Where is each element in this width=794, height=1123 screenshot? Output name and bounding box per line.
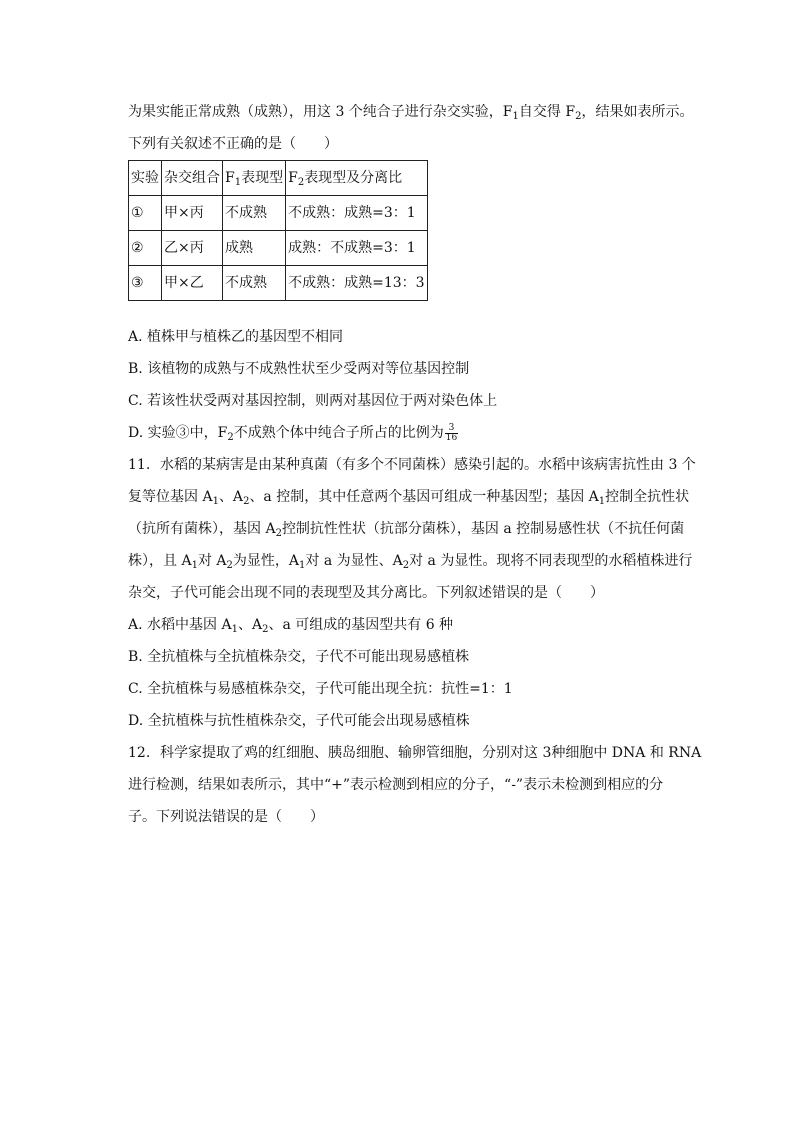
experiment-table	[128, 160, 428, 301]
q11-line-5: 杂交，子代可能会出现不同的表现型及其分离比。下列叙述错误的是（ ）	[128, 585, 604, 601]
question-number: 11.	[128, 457, 151, 473]
spacer	[128, 301, 708, 321]
q12-line-3: 子。下列说法错误的是（ ）	[128, 809, 324, 825]
table-cell: 不成熟	[223, 196, 286, 231]
header-cell: $F_1$表现型	[223, 161, 286, 196]
q11-line-2: 复等位基因 $A_1$、$A_2$、a 控制，其中任意两个基因可组成一种基因型；基因 $A_1$控制全抗性状	[128, 489, 690, 507]
fraction: $\frac{3}{16}$	[445, 422, 458, 443]
header-cell: 杂交组合	[162, 161, 223, 196]
q11-line-4: 株），且 $A_1$对 $A_2$为显性，$A_1$对 a 为显性、$A_2$对 a 为显性。现将不同表现型的水稻植株进行	[128, 553, 693, 571]
option-b: B. 该植物的成熟与不成熟性状至少受两对等位基因控制	[128, 361, 470, 377]
q11-line-1: 11. 水稻的某病害是由某种真菌（有多个不同菌株）感染引起的。水稻中该病害抗性由 3 个	[128, 449, 708, 481]
document-page	[128, 96, 708, 833]
question-prompt: 下列有关叙述不正确的是（ ）	[128, 136, 338, 152]
table-cell: 成熟	[223, 231, 286, 266]
option-c: C. 若该性状受两对基因控制，则两对基因位于两对染色体上	[128, 393, 498, 409]
table-cell: 乙×丙	[162, 231, 223, 266]
table-row	[129, 196, 428, 231]
option-d: D. 实验③中，$F_2$不成熟个体中纯合子所占的比例为 $\frac{3}{16}$	[128, 422, 458, 443]
q11-line-3: （抗所有菌株），基因 $A_2$控制抗性性状（抗部分菌株），基因 a 控制易感性状（不抗任何菌	[128, 521, 685, 539]
q11-option-c: C. 全抗植株与易感植株杂交，子代可能出现全抗：抗性=1：1	[128, 681, 513, 697]
table-cell: 甲×乙	[162, 266, 223, 301]
table-cell: ①	[129, 196, 162, 231]
q12-line-1: 12. 科学家提取了鸡的红细胞、胰岛细胞、输卵管细胞，分别对这 3种细胞中 DNA 和 RNA	[128, 737, 708, 769]
table-row	[129, 231, 428, 266]
q11-option-a: A. 水稻中基因 $A_1$、$A_2$、a 可组成的基因型共有 6 种	[128, 617, 454, 635]
header-cell: 实验	[129, 161, 162, 196]
option-a: A. 植株甲与植株乙的基因型不相同	[128, 329, 344, 345]
header-cell: $F_2$表现型及分离比	[286, 161, 427, 196]
table-cell: ③	[129, 266, 162, 301]
table-cell: 成熟：不成熟=3：1	[286, 231, 427, 266]
table-header-row	[129, 161, 428, 196]
intro-line-1: 为果实能正常成熟（成熟），用这 3 个纯合子进行杂交实验，$F_1$自交得 $F_2$，结果如表所示。	[128, 104, 694, 122]
table-row	[129, 266, 428, 301]
q11-option-b: B. 全抗植株与全抗植株杂交，子代不可能出现易感植株	[128, 649, 470, 665]
q11-option-d: D. 全抗植株与抗性植株杂交，子代可能会出现易感植株	[128, 713, 470, 729]
table-cell: 不成熟	[223, 266, 286, 301]
table-cell: 不成熟：成熟=13：3	[286, 266, 427, 301]
table-cell: ②	[129, 231, 162, 266]
question-number: 12.	[128, 745, 151, 761]
q12-line-2: 进行检测，结果如表所示，其中“+”表示检测到相应的分子，“-”表示未检测到相应的分	[128, 777, 664, 793]
table-cell: 甲×丙	[162, 196, 223, 231]
table-cell: 不成熟：成熟=3：1	[286, 196, 427, 231]
